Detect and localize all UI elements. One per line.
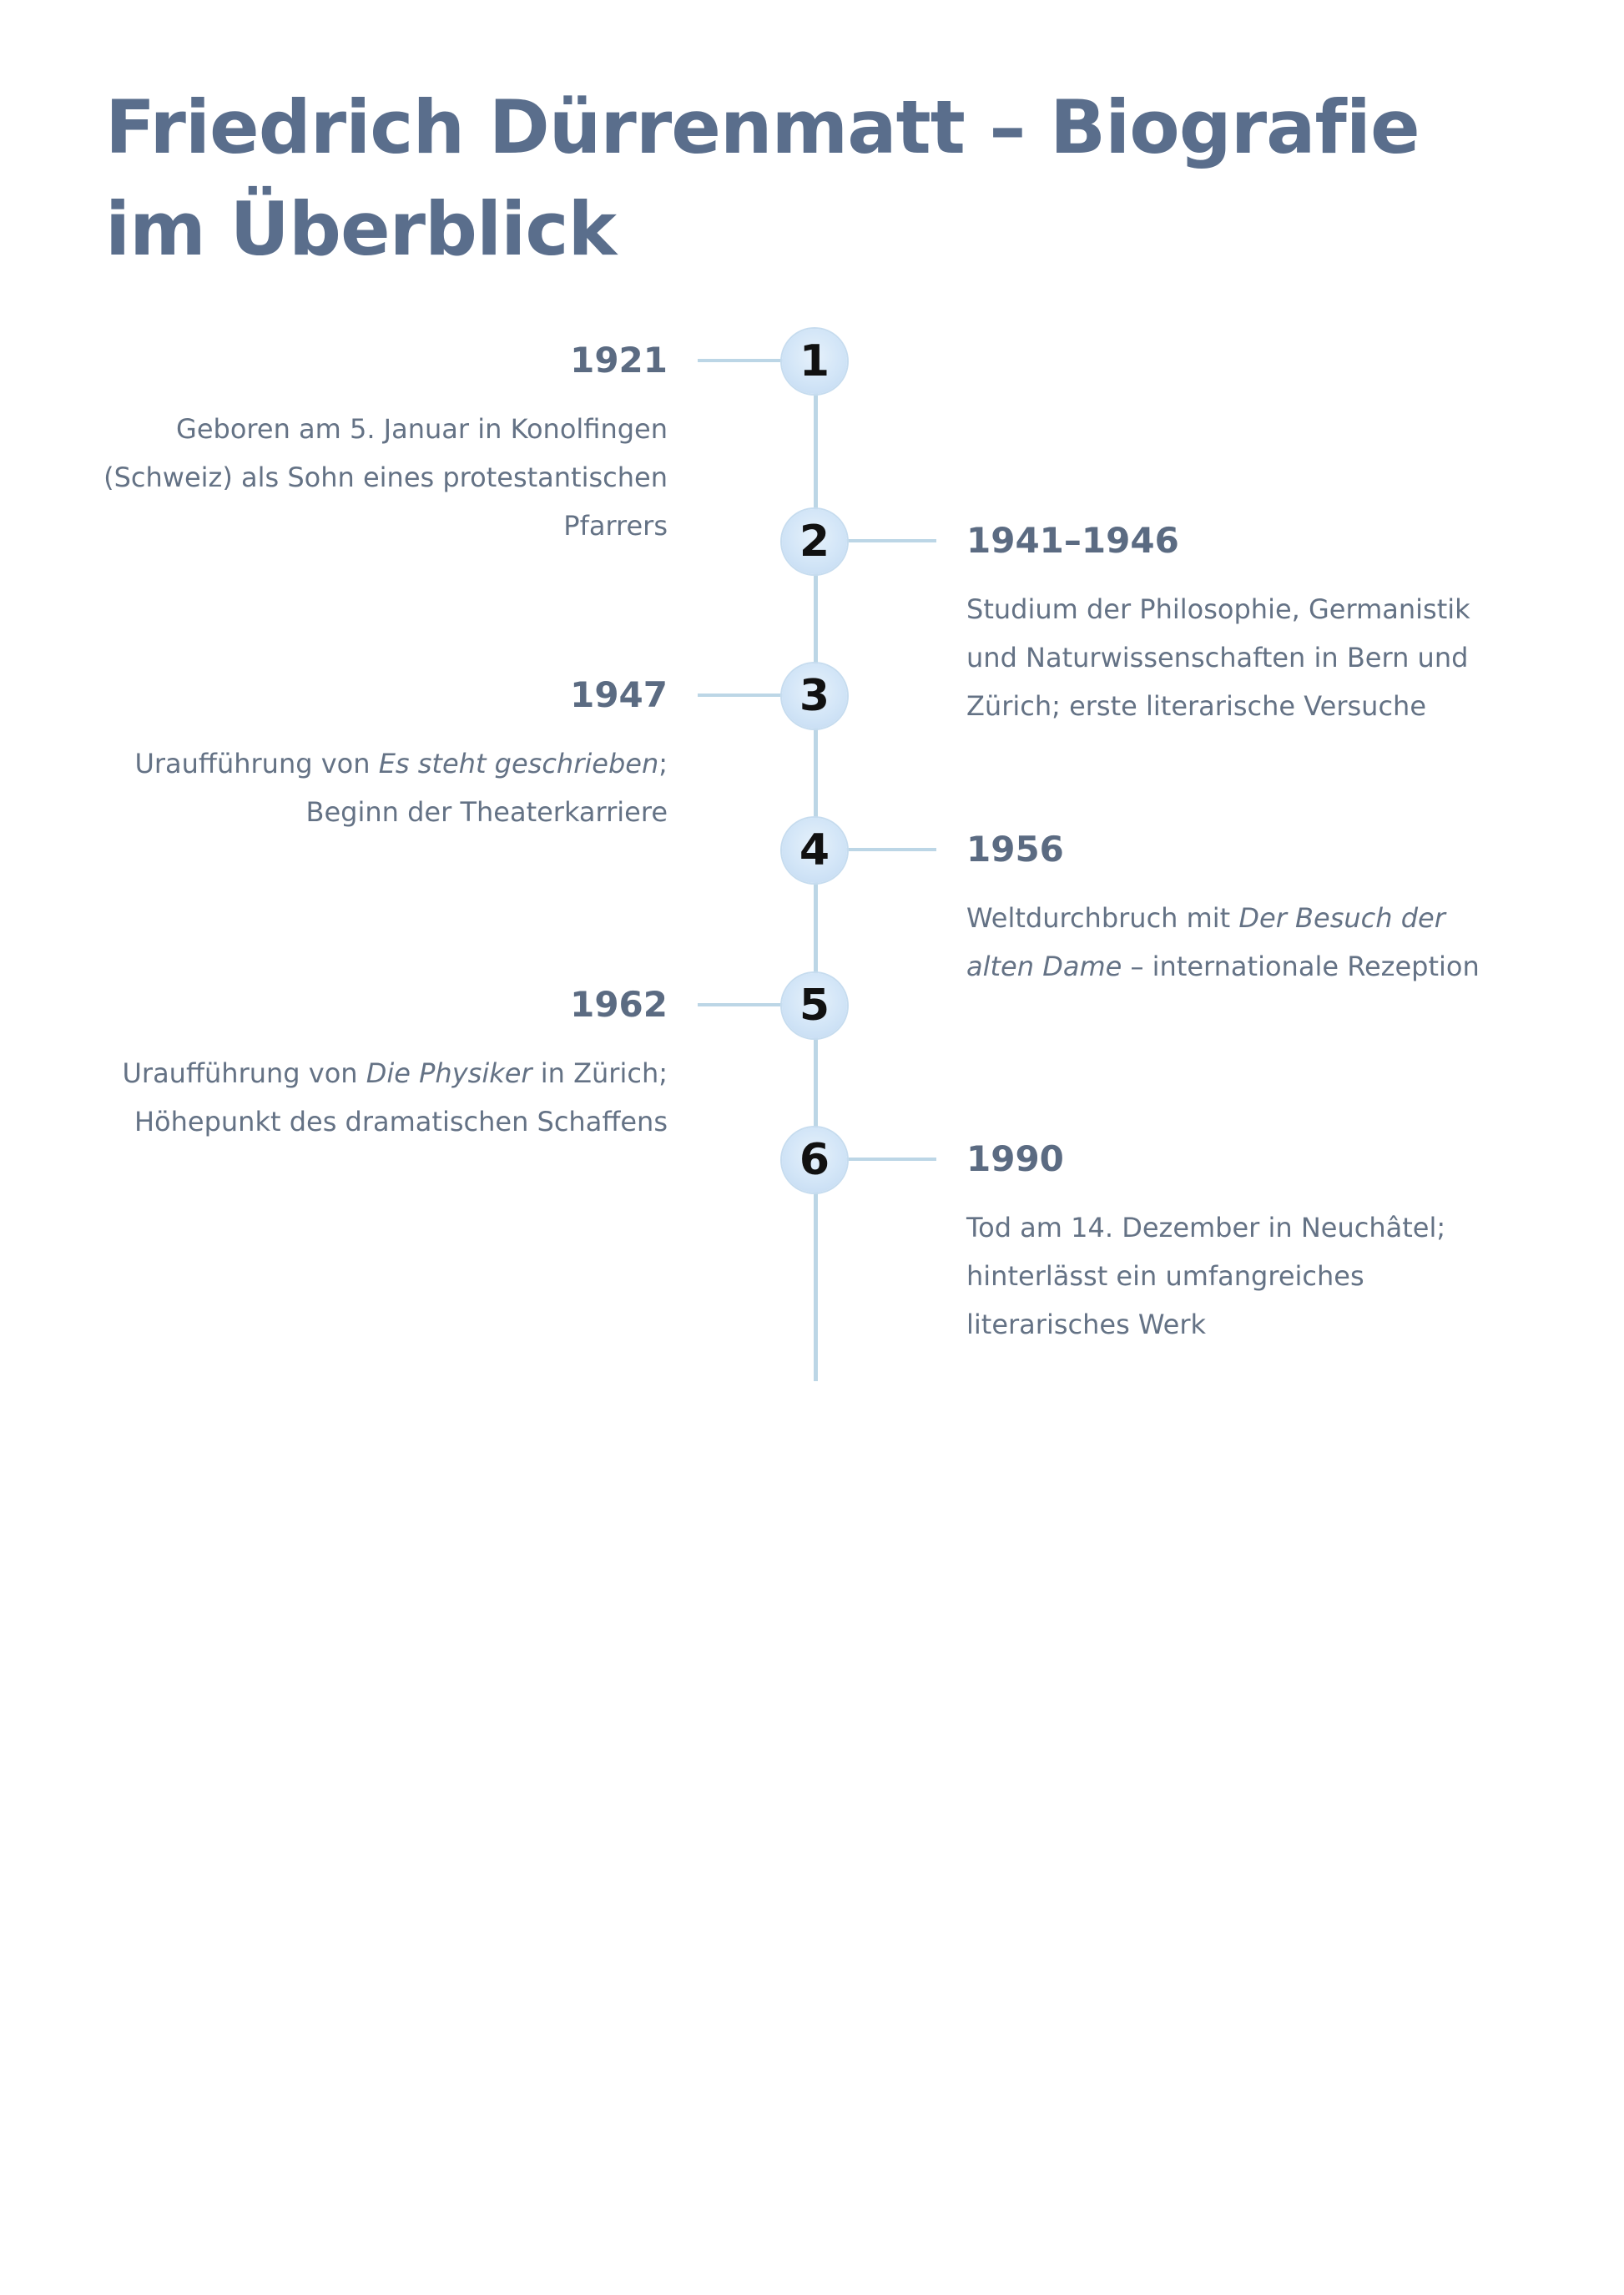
description-text: Uraufführung von [134,748,379,779]
description-text: Uraufführung von [122,1057,366,1089]
timeline-node: 5 [782,973,847,1038]
timeline-node: 6 [782,1127,847,1193]
event-year: 1956 [966,829,1064,870]
description-text: in Zürich; Höhepunkt des dramatischen Schaffens [134,1057,668,1137]
timeline-node: 2 [782,509,847,574]
event-year: 1941–1946 [966,520,1179,561]
event-description [966,585,1517,730]
event-description [67,405,668,550]
timeline-node: 3 [782,663,847,729]
timeline-connector [835,539,936,542]
page-title: Friedrich Dürrenmatt – Biografie im Überblick [105,84,1420,272]
description-text: – internationale Rezeption [1122,951,1480,982]
event-description [67,1049,668,1146]
event-description [966,1203,1517,1349]
description-text: Weltdurchbruch mit [966,902,1239,934]
timeline-node: 1 [782,329,847,394]
description-text: ; Beginn der Theaterkarriere [305,748,668,828]
work-title: Die Physiker [366,1057,532,1089]
timeline-node: 4 [782,818,847,883]
description-text: Tod am 14. Dezember in Neuchâtel; hinterlässt ein umfangreiches literarisches Werk [966,1212,1446,1340]
event-description [67,739,668,836]
timeline-connector [835,1158,936,1161]
timeline-connector [835,848,936,851]
event-year: 1990 [966,1138,1064,1179]
event-year: 1921 [570,340,668,381]
work-title: Der Besuch der alten Dame [966,902,1445,982]
event-description [966,894,1517,991]
work-title: Es steht geschrieben [378,748,659,779]
event-year: 1962 [570,984,668,1025]
description-text: Geboren am 5. Januar in Konolfingen (Schweiz) als Sohn eines protestantischen Pfarrers [103,413,668,542]
event-year: 1947 [570,674,668,715]
description-text: Studium der Philosophie, Germanistik und Naturwissenschaften in Bern und Zürich; erste literarische Versuche [966,593,1470,722]
